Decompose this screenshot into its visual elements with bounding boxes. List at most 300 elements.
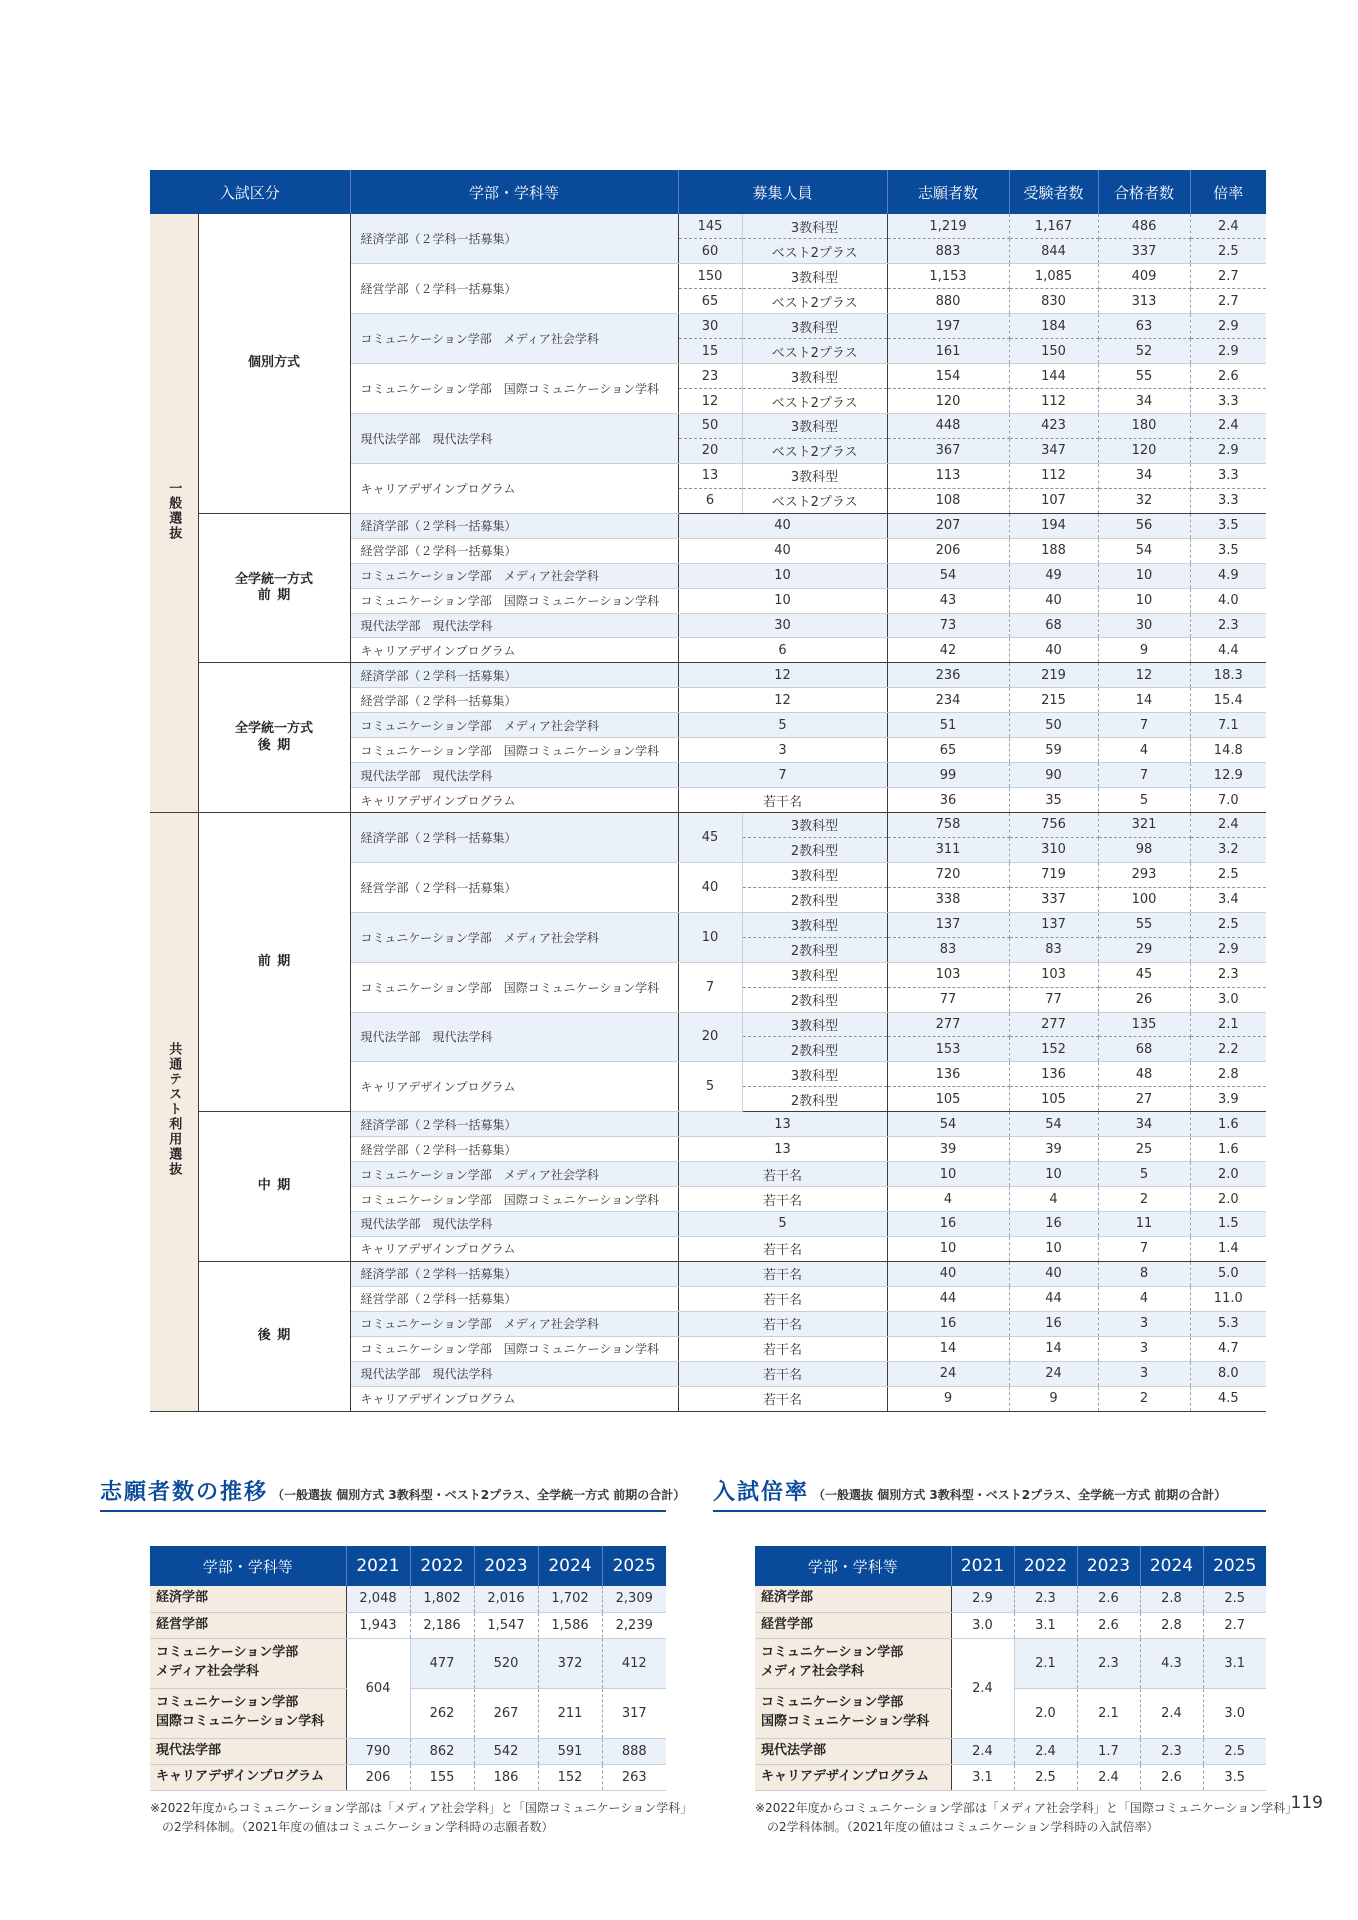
capacity-cell: 23: [678, 364, 742, 389]
examinees-cell: 10: [1009, 1236, 1098, 1261]
passers-cell: 12: [1098, 663, 1190, 688]
passers-cell: 3: [1098, 1361, 1190, 1386]
faculty-cell: コミュニケーション学部 メディア社会学科: [350, 314, 678, 364]
ratio-cell: 3.5: [1190, 513, 1266, 538]
examinees-cell: 144: [1009, 364, 1098, 389]
value-cell: 263: [602, 1764, 666, 1790]
ratio-cell: 7.1: [1190, 713, 1266, 738]
trend-title: 志願者数の推移: [100, 1480, 269, 1505]
examinees-cell: 112: [1009, 463, 1098, 488]
passers-cell: 10: [1098, 563, 1190, 588]
page-number: 119: [1290, 1793, 1323, 1813]
row-label: 経営学部: [755, 1612, 951, 1638]
applicants-cell: 103: [887, 962, 1009, 987]
passers-cell: 3: [1098, 1336, 1190, 1361]
exam-type-cell: 3教科型: [742, 962, 887, 987]
ratio-cell: 4.4: [1190, 638, 1266, 663]
ratio-cell: 2.1: [1190, 1012, 1266, 1037]
capacity-cell: 若干名: [678, 1187, 887, 1212]
trend-title-underline: [100, 1510, 666, 1512]
exam-type-cell: 2教科型: [742, 987, 887, 1012]
capacity-cell: 若干名: [678, 1361, 887, 1386]
value-cell: 4.3: [1140, 1638, 1203, 1688]
capacity-cell: 45: [678, 813, 742, 863]
capacity-cell: 50: [678, 414, 742, 439]
header-year: 2022: [410, 1546, 474, 1586]
ratio-title: 入試倍率: [713, 1480, 810, 1505]
applicants-cell: 54: [887, 1112, 1009, 1137]
examinees-cell: 219: [1009, 663, 1098, 688]
faculty-cell: コミュニケーション学部 国際コミュニケーション学科: [350, 962, 678, 1012]
value-cell: 591: [538, 1738, 602, 1764]
exam-type-cell: 2教科型: [742, 837, 887, 862]
value-cell: 2.9: [951, 1586, 1014, 1612]
capacity-cell: 30: [678, 314, 742, 339]
faculty-cell: キャリアデザインプログラム: [350, 638, 678, 663]
value-cell: 372: [538, 1638, 602, 1688]
passers-cell: 63: [1098, 314, 1190, 339]
header-boshu: 募集人員: [678, 170, 887, 214]
applicants-cell: 234: [887, 688, 1009, 713]
exam-type-cell: ベスト2プラス: [742, 389, 887, 414]
passers-cell: 7: [1098, 713, 1190, 738]
value-cell: 790: [346, 1738, 410, 1764]
exam-type-cell: 3教科型: [742, 912, 887, 937]
examinees-cell: 310: [1009, 837, 1098, 862]
faculty-cell: 現代法学部 現代法学科: [350, 1212, 678, 1237]
value-cell: 3.1: [951, 1764, 1014, 1790]
value-cell: 186: [474, 1764, 538, 1790]
ratio-cell: 3.3: [1190, 463, 1266, 488]
value-cell: 2.3: [1140, 1738, 1203, 1764]
ratio-cell: 3.2: [1190, 837, 1266, 862]
group-label: 個別方式: [198, 214, 350, 513]
section-label: [150, 214, 198, 813]
value-cell: 862: [410, 1738, 474, 1764]
exam-type-cell: 3教科型: [742, 314, 887, 339]
examinees-cell: 112: [1009, 389, 1098, 414]
examinees-cell: 9: [1009, 1386, 1098, 1411]
examinees-cell: 68: [1009, 613, 1098, 638]
group-label: 前 期: [198, 813, 350, 1112]
header-bairitsu: 倍率: [1190, 170, 1266, 214]
value-cell: 2,186: [410, 1612, 474, 1638]
capacity-cell: 20: [678, 438, 742, 463]
examinees-cell: 107: [1009, 488, 1098, 513]
applicants-cell: 120: [887, 389, 1009, 414]
faculty-cell: 経済学部（２学科一括募集）: [350, 813, 678, 863]
value-cell: 1,943: [346, 1612, 410, 1638]
ratio-cell: 2.9: [1190, 438, 1266, 463]
capacity-cell: 3: [678, 738, 887, 763]
header-year: 2024: [1140, 1546, 1203, 1586]
capacity-cell: 40: [678, 538, 887, 563]
examinees-cell: 152: [1009, 1037, 1098, 1062]
ratio-title-underline: [713, 1510, 1266, 1512]
examinees-cell: 105: [1009, 1087, 1098, 1112]
capacity-cell: 13: [678, 463, 742, 488]
examinees-cell: 59: [1009, 738, 1098, 763]
value-cell: 152: [538, 1764, 602, 1790]
exam-type-cell: ベスト2プラス: [742, 239, 887, 264]
applicants-cell: 65: [887, 738, 1009, 763]
row-label: 経営学部: [150, 1612, 346, 1638]
applicants-cell: 51: [887, 713, 1009, 738]
exam-type-cell: 3教科型: [742, 1012, 887, 1037]
faculty-cell: コミュニケーション学部 メディア社会学科: [350, 912, 678, 962]
value-cell: 2.4: [1077, 1764, 1140, 1790]
capacity-cell: 12: [678, 688, 887, 713]
section-label-text: 一般選抜: [166, 481, 182, 541]
table-row: [150, 663, 1266, 688]
faculty-cell: キャリアデザインプログラム: [350, 788, 678, 813]
examinees-cell: 40: [1009, 638, 1098, 663]
ratio-cell: 2.3: [1190, 613, 1266, 638]
value-cell: 1,702: [538, 1586, 602, 1612]
exam-type-cell: ベスト2プラス: [742, 339, 887, 364]
applicants-cell: 24: [887, 1361, 1009, 1386]
faculty-cell: 現代法学部 現代法学科: [350, 613, 678, 638]
value-cell: 3.1: [1203, 1638, 1266, 1688]
table-header-row: [150, 170, 1266, 214]
capacity-cell: 若干名: [678, 1286, 887, 1311]
capacity-cell: 12: [678, 389, 742, 414]
capacity-cell: 13: [678, 1137, 887, 1162]
applicants-cell: 113: [887, 463, 1009, 488]
ratio-cell: 1.5: [1190, 1212, 1266, 1237]
mini-header-row: [150, 1546, 666, 1586]
applicants-cell: 36: [887, 788, 1009, 813]
faculty-cell: キャリアデザインプログラム: [350, 1236, 678, 1261]
header-year: 2023: [474, 1546, 538, 1586]
table-row: [150, 1764, 666, 1790]
passers-cell: 7: [1098, 763, 1190, 788]
ratio-cell: 2.8: [1190, 1062, 1266, 1087]
ratio-cell: 2.4: [1190, 214, 1266, 239]
value-cell: 412: [602, 1638, 666, 1688]
ratio-cell: 2.5: [1190, 912, 1266, 937]
applicants-cell: 197: [887, 314, 1009, 339]
ratio-cell: 7.0: [1190, 788, 1266, 813]
examinees-cell: 150: [1009, 339, 1098, 364]
examinees-cell: 16: [1009, 1311, 1098, 1336]
capacity-cell: 150: [678, 264, 742, 289]
passers-cell: 11: [1098, 1212, 1190, 1237]
row-label: コミュニケーション学部 メディア社会学科: [755, 1638, 951, 1688]
passers-cell: 27: [1098, 1087, 1190, 1112]
exam-type-cell: 3教科型: [742, 364, 887, 389]
applicants-cell: 367: [887, 438, 1009, 463]
examinees-cell: 40: [1009, 1261, 1098, 1286]
capacity-cell: 10: [678, 912, 742, 962]
examinees-cell: 54: [1009, 1112, 1098, 1137]
table-row: [150, 1612, 666, 1638]
section-label: [150, 813, 198, 1412]
applicants-cell: 77: [887, 987, 1009, 1012]
faculty-cell: 経営学部（２学科一括募集）: [350, 688, 678, 713]
applicants-cell: 154: [887, 364, 1009, 389]
faculty-cell: 経済学部（２学科一括募集）: [350, 1112, 678, 1137]
examinees-cell: 844: [1009, 239, 1098, 264]
value-cell: 520: [474, 1638, 538, 1688]
value-cell: 267: [474, 1688, 538, 1738]
passers-cell: 26: [1098, 987, 1190, 1012]
row-label: コミュニケーション学部 メディア社会学科: [150, 1638, 346, 1688]
ratio-cell: 4.5: [1190, 1386, 1266, 1411]
capacity-cell: 40: [678, 862, 742, 912]
value-cell: 2.6: [1077, 1586, 1140, 1612]
applicants-cell: 448: [887, 414, 1009, 439]
exam-type-cell: 3教科型: [742, 414, 887, 439]
ratio-cell: 1.6: [1190, 1112, 1266, 1137]
capacity-cell: 65: [678, 289, 742, 314]
value-cell: 2.1: [1014, 1638, 1077, 1688]
passers-cell: 98: [1098, 837, 1190, 862]
faculty-cell: キャリアデザインプログラム: [350, 1386, 678, 1411]
passers-cell: 25: [1098, 1137, 1190, 1162]
passers-cell: 29: [1098, 937, 1190, 962]
passers-cell: 34: [1098, 389, 1190, 414]
examinees-cell: 24: [1009, 1361, 1098, 1386]
applicants-cell: 277: [887, 1012, 1009, 1037]
capacity-cell: 40: [678, 513, 887, 538]
row-label: キャリアデザインプログラム: [755, 1764, 951, 1790]
row-label: コミュニケーション学部 国際コミュニケーション学科: [150, 1688, 346, 1738]
exam-type-cell: 3教科型: [742, 862, 887, 887]
ratio-cell: 1.4: [1190, 1236, 1266, 1261]
passers-cell: 321: [1098, 813, 1190, 838]
group-label: 全学統一方式 後 期: [198, 663, 350, 813]
applicants-cell: 83: [887, 937, 1009, 962]
value-cell: 1.7: [1077, 1738, 1140, 1764]
header-year: 2022: [1014, 1546, 1077, 1586]
examinees-cell: 90: [1009, 763, 1098, 788]
examinees-cell: 103: [1009, 962, 1098, 987]
passers-cell: 10: [1098, 588, 1190, 613]
row-label: 現代法学部: [755, 1738, 951, 1764]
ratio-cell: 3.4: [1190, 887, 1266, 912]
passers-cell: 8: [1098, 1261, 1190, 1286]
mini-header-row: [755, 1546, 1266, 1586]
ratio-cell: 5.0: [1190, 1261, 1266, 1286]
ratio-cell: 2.2: [1190, 1037, 1266, 1062]
applicants-cell: 758: [887, 813, 1009, 838]
passers-cell: 9: [1098, 638, 1190, 663]
trend-note: （一般選抜 個別方式 3教科型・ベスト2プラス、全学統一方式 前期の合計）: [272, 1488, 686, 1502]
examinees-cell: 1,167: [1009, 214, 1098, 239]
passers-cell: 48: [1098, 1062, 1190, 1087]
ratio-cell: 8.0: [1190, 1361, 1266, 1386]
faculty-cell: 現代法学部 現代法学科: [350, 1361, 678, 1386]
applicants-cell: 1,153: [887, 264, 1009, 289]
ratio-cell: 2.7: [1190, 289, 1266, 314]
applicants-cell: 136: [887, 1062, 1009, 1087]
passers-cell: 293: [1098, 862, 1190, 887]
applicants-cell: 99: [887, 763, 1009, 788]
section-label-text: 共通テスト利用選抜: [166, 1042, 182, 1178]
passers-cell: 68: [1098, 1037, 1190, 1062]
examinees-cell: 277: [1009, 1012, 1098, 1037]
examinees-cell: 830: [1009, 289, 1098, 314]
row-label: 経済学部: [150, 1586, 346, 1612]
value-cell: 2.1: [1077, 1688, 1140, 1738]
value-cell: 1,547: [474, 1612, 538, 1638]
header-year: 2023: [1077, 1546, 1140, 1586]
passers-cell: 120: [1098, 438, 1190, 463]
passers-cell: 55: [1098, 364, 1190, 389]
value-cell: 3.1: [1014, 1612, 1077, 1638]
faculty-cell: コミュニケーション学部 国際コミュニケーション学科: [350, 364, 678, 414]
examinees-cell: 188: [1009, 538, 1098, 563]
ratio-cell: 14.8: [1190, 738, 1266, 763]
ratio-footnote: ※2022年度からコミュニケーション学部は「メディア社会学科」と「国際コミュニケーション学科」 の2学科体制。（2021年度の値はコミュニケーション学科時の入試倍率）: [755, 1801, 1298, 1834]
capacity-cell: 10: [678, 588, 887, 613]
applicants-cell: 39: [887, 1137, 1009, 1162]
ratio-cell: 15.4: [1190, 688, 1266, 713]
applicants-cell: 54: [887, 563, 1009, 588]
table-row: [150, 813, 1266, 838]
passers-cell: 56: [1098, 513, 1190, 538]
applicants-cell: 105: [887, 1087, 1009, 1112]
examinees-cell: 83: [1009, 937, 1098, 962]
faculty-cell: コミュニケーション学部 国際コミュニケーション学科: [350, 738, 678, 763]
ratio-cell: 11.0: [1190, 1286, 1266, 1311]
applicants-cell: 43: [887, 588, 1009, 613]
ratio-cell: 1.6: [1190, 1137, 1266, 1162]
value-cell: 2.8: [1140, 1612, 1203, 1638]
ratio-cell: 2.9: [1190, 339, 1266, 364]
applicants-cell: 338: [887, 887, 1009, 912]
table-body: [150, 214, 1266, 1411]
ratio-cell: 2.3: [1190, 962, 1266, 987]
capacity-cell: 若干名: [678, 1336, 887, 1361]
faculty-cell: コミュニケーション学部 メディア社会学科: [350, 1311, 678, 1336]
ratio-cell: 4.7: [1190, 1336, 1266, 1361]
value-cell: 2,239: [602, 1612, 666, 1638]
ratio-cell: 18.3: [1190, 663, 1266, 688]
header-year: 2025: [602, 1546, 666, 1586]
value-cell: 317: [602, 1688, 666, 1738]
faculty-cell: 経済学部（２学科一括募集）: [350, 513, 678, 538]
passers-cell: 2: [1098, 1187, 1190, 1212]
exam-type-cell: 3教科型: [742, 214, 887, 239]
passers-cell: 180: [1098, 414, 1190, 439]
exam-type-cell: ベスト2プラス: [742, 289, 887, 314]
applicants-cell: 311: [887, 837, 1009, 862]
ratio-cell: 2.0: [1190, 1187, 1266, 1212]
capacity-cell: 20: [678, 1012, 742, 1062]
faculty-cell: 経営学部（２学科一括募集）: [350, 264, 678, 314]
examinees-cell: 137: [1009, 912, 1098, 937]
header-year: 2021: [346, 1546, 410, 1586]
group-label: 全学統一方式 前 期: [198, 513, 350, 663]
passers-cell: 55: [1098, 912, 1190, 937]
value-cell: 262: [410, 1688, 474, 1738]
table-row: [150, 1638, 666, 1688]
passers-cell: 45: [1098, 962, 1190, 987]
exam-type-cell: 3教科型: [742, 264, 887, 289]
merged-2021-cell: 604: [346, 1638, 410, 1738]
exam-type-cell: 3教科型: [742, 463, 887, 488]
capacity-cell: 30: [678, 613, 887, 638]
exam-type-cell: 2教科型: [742, 1037, 887, 1062]
examinees-cell: 1,085: [1009, 264, 1098, 289]
exam-type-cell: ベスト2プラス: [742, 438, 887, 463]
ratio-cell: 12.9: [1190, 763, 1266, 788]
faculty-cell: キャリアデザインプログラム: [350, 1062, 678, 1112]
exam-type-cell: 3教科型: [742, 1062, 887, 1087]
capacity-cell: 若干名: [678, 1261, 887, 1286]
applicants-cell: 73: [887, 613, 1009, 638]
value-cell: 3.0: [951, 1612, 1014, 1638]
ratio-cell: 4.9: [1190, 563, 1266, 588]
row-label: 経済学部: [755, 1586, 951, 1612]
passers-cell: 14: [1098, 688, 1190, 713]
capacity-cell: 15: [678, 339, 742, 364]
merged-2021-cell: 2.4: [951, 1638, 1014, 1738]
value-cell: 206: [346, 1764, 410, 1790]
capacity-cell: 6: [678, 638, 887, 663]
header-juken: 受験者数: [1009, 170, 1098, 214]
value-cell: 2.8: [1140, 1586, 1203, 1612]
applicants-cell: 42: [887, 638, 1009, 663]
value-cell: 3.0: [1203, 1688, 1266, 1738]
applicants-cell: 44: [887, 1286, 1009, 1311]
trend-section-title: [100, 1475, 685, 1506]
value-cell: 2.6: [1140, 1764, 1203, 1790]
examinees-cell: 35: [1009, 788, 1098, 813]
table-row: [150, 1586, 666, 1612]
ratio-cell: 3.0: [1190, 987, 1266, 1012]
passers-cell: 7: [1098, 1236, 1190, 1261]
passers-cell: 3: [1098, 1311, 1190, 1336]
ratio-section-title: [713, 1475, 1226, 1506]
examinees-cell: 423: [1009, 414, 1098, 439]
header-year: 2025: [1203, 1546, 1266, 1586]
applicants-cell: 206: [887, 538, 1009, 563]
ratio-cell: 2.6: [1190, 364, 1266, 389]
applicants-cell: 720: [887, 862, 1009, 887]
trend-footnote: ※2022年度からコミュニケーション学部は「メディア社会学科」と「国際コミュニケーション学科」 の2学科体制。（2021年度の値はコミュニケーション学科時の志願者数）: [150, 1801, 693, 1834]
faculty-cell: 経営学部（２学科一括募集）: [350, 1137, 678, 1162]
faculty-cell: コミュニケーション学部 メディア社会学科: [350, 713, 678, 738]
exam-type-cell: 2教科型: [742, 1087, 887, 1112]
applicants-cell: 10: [887, 1162, 1009, 1187]
capacity-cell: 若干名: [678, 1311, 887, 1336]
header-shigan: 志願者数: [887, 170, 1009, 214]
group-label: 後 期: [198, 1261, 350, 1411]
faculty-cell: コミュニケーション学部 国際コミュニケーション学科: [350, 588, 678, 613]
applicants-cell: 10: [887, 1236, 1009, 1261]
ratio-cell: 2.9: [1190, 937, 1266, 962]
ratio-cell: 3.3: [1190, 488, 1266, 513]
admission-ratio-table: [755, 1546, 1266, 1791]
exam-type-cell: ベスト2プラス: [742, 488, 887, 513]
applicants-cell: 880: [887, 289, 1009, 314]
examinees-cell: 16: [1009, 1212, 1098, 1237]
value-cell: 477: [410, 1638, 474, 1688]
examinees-cell: 4: [1009, 1187, 1098, 1212]
faculty-cell: コミュニケーション学部 メディア社会学科: [350, 563, 678, 588]
row-label: コミュニケーション学部 国際コミュニケーション学科: [755, 1688, 951, 1738]
capacity-cell: 12: [678, 663, 887, 688]
passers-cell: 52: [1098, 339, 1190, 364]
passers-cell: 5: [1098, 788, 1190, 813]
applicant-trend-table: [150, 1546, 666, 1791]
passers-cell: 337: [1098, 239, 1190, 264]
value-cell: 2,016: [474, 1586, 538, 1612]
examinees-cell: 10: [1009, 1162, 1098, 1187]
